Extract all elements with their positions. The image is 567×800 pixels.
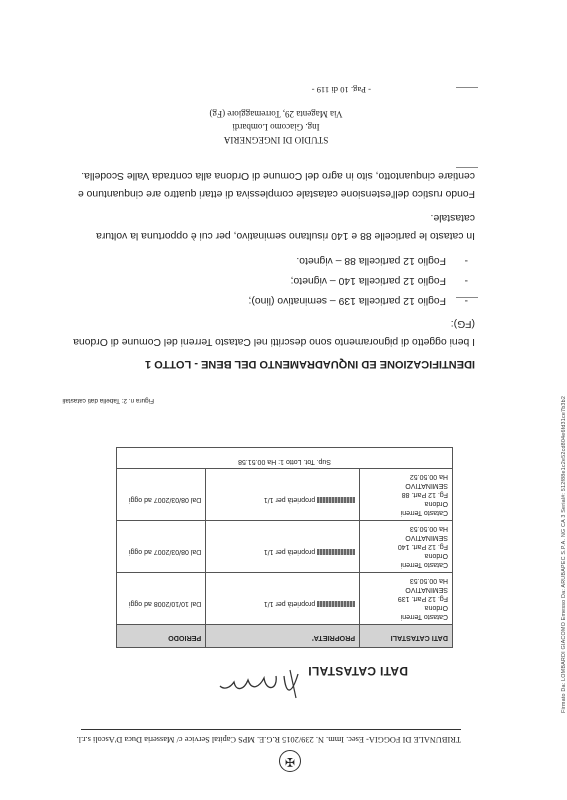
cat-line: Ha 00.50.53 bbox=[409, 525, 448, 532]
cat-cell bbox=[360, 469, 453, 521]
lotto-title: IDENTIFICAZIONE ED INQUADRAMENTO DEL BENE - LOTTO 1 bbox=[144, 358, 475, 370]
table-row bbox=[117, 573, 453, 625]
cat-line: Catasto Terreni bbox=[400, 561, 448, 568]
total-surface: Sup. Tot. Lotto 1: Ha 00.51.58 bbox=[117, 448, 453, 469]
cat-line: SEMINATIVO bbox=[405, 534, 448, 541]
prop-text: proprietà per 1/1 bbox=[263, 496, 316, 503]
cat-line: Ordona bbox=[424, 604, 448, 611]
scan-mark bbox=[456, 297, 478, 298]
list-item: - Foglio 12 particella 140 – vigneto; bbox=[290, 275, 468, 286]
page-number: - Pag. 10 di 119 - bbox=[311, 85, 371, 95]
cat-line: Catasto Terreni bbox=[400, 509, 448, 516]
table-footer-row bbox=[117, 448, 453, 469]
cat-cell bbox=[360, 573, 453, 625]
handwritten-signature-icon bbox=[216, 664, 306, 704]
redacted-name bbox=[317, 497, 355, 503]
table-row bbox=[117, 469, 453, 521]
figure-caption: Figura n. 2: Tabella dati catastali bbox=[62, 397, 154, 404]
header-dati-catastali: DATI CATASTALI bbox=[360, 625, 453, 648]
bullet-text: Foglio 12 particella 140 – vigneto; bbox=[290, 275, 446, 286]
court-header: TRIBUNALE DI FOGGIA- Esec. Imm. N. 239/2015 R.G.E. MPS Capital Service c/ Masseria Duca D'Ascoli s.r.l. bbox=[76, 735, 461, 744]
table-header-row bbox=[117, 625, 453, 648]
studio-engineer: Ing. Giacomo Lombardi bbox=[232, 122, 320, 132]
cat-line: Fg. 12 Part. 140 bbox=[397, 543, 448, 550]
redacted-name bbox=[317, 601, 355, 607]
cat-line: Catasto Terreni bbox=[400, 613, 448, 620]
cat-line: Ha 00.50.53 bbox=[409, 577, 448, 584]
studio-address: Via Magenta 29, Torremaggiore (Fg) bbox=[209, 109, 343, 119]
lotto-intro: I beni oggetto di pignoramento sono descritti nel Catasto Terreni del Comune di Ordona (FG): bbox=[73, 318, 475, 347]
cat-line: SEMINATIVO bbox=[405, 482, 448, 489]
cat-line: Fg. 12 Part. 139 bbox=[397, 595, 448, 602]
prop-text: proprietà per 1/1 bbox=[263, 548, 316, 555]
period-text: Dal 08/03/2007 ad oggi bbox=[128, 496, 202, 503]
redacted-name bbox=[317, 549, 355, 555]
cat-cell bbox=[360, 521, 453, 573]
prop-cell bbox=[206, 469, 360, 521]
side-stamp-text: Firmato Da: LOMBARDI GIACOMO Emesso Da: ARUBAPEC S.P.A. NG CA 3 Serial#: 512f88e1c2e52cd804e6fd31ce7b3b2 bbox=[561, 395, 567, 713]
signature-stamp-strip bbox=[556, 0, 566, 800]
period-text: Dal 08/03/2007 ad oggi bbox=[128, 548, 202, 555]
cat-line: SEMINATIVO bbox=[405, 586, 448, 593]
period-cell bbox=[117, 573, 206, 625]
section-title: DATI CATASTALI bbox=[308, 664, 408, 678]
bullet-text: Foglio 12 particella 139 – seminativo (lino); bbox=[248, 295, 446, 306]
period-cell bbox=[117, 521, 206, 573]
header-proprieta: PROPRIETA' bbox=[206, 625, 360, 648]
header-rule bbox=[81, 729, 461, 730]
court-crest-icon: ✠ bbox=[279, 750, 301, 772]
cat-line: Fg. 12 Part. 88 bbox=[401, 491, 448, 498]
header-periodo: PERIODO bbox=[117, 625, 206, 648]
cat-line: Ha 00.50.52 bbox=[409, 473, 448, 480]
lotto-paragraph: Fondo rustico dell'estensione catastale complessiva di ettari quattro are cinquantuno e centiare cinquantotto, sito in agro del Comune di Ordona alla contrada Valle Scodella. bbox=[77, 170, 475, 199]
period-cell bbox=[117, 469, 206, 521]
list-item: - Foglio 12 particella 139 – seminativo (lino); bbox=[248, 295, 468, 306]
lotto-paragraph: In catasto le particelle 88 e 140 risultano seminativo, per cui è opportuna la voltura catastale. bbox=[96, 212, 475, 241]
cadastral-table bbox=[116, 447, 453, 648]
scan-mark bbox=[456, 87, 478, 88]
bullet-text: Foglio 12 particella 88 – vigneto. bbox=[296, 255, 446, 266]
table-row bbox=[117, 521, 453, 573]
cat-line: Ordona bbox=[424, 552, 448, 559]
period-text: Dal 10/10/2008 ad oggi bbox=[128, 600, 202, 607]
cat-line: Ordona bbox=[424, 500, 448, 507]
list-item: - Foglio 12 particella 88 – vigneto. bbox=[296, 255, 468, 266]
studio-name: STUDIO DI INGEGNERIA bbox=[223, 135, 329, 145]
prop-cell bbox=[206, 521, 360, 573]
scan-mark bbox=[456, 167, 478, 168]
prop-text: proprietà per 1/1 bbox=[263, 600, 316, 607]
prop-cell bbox=[206, 573, 360, 625]
